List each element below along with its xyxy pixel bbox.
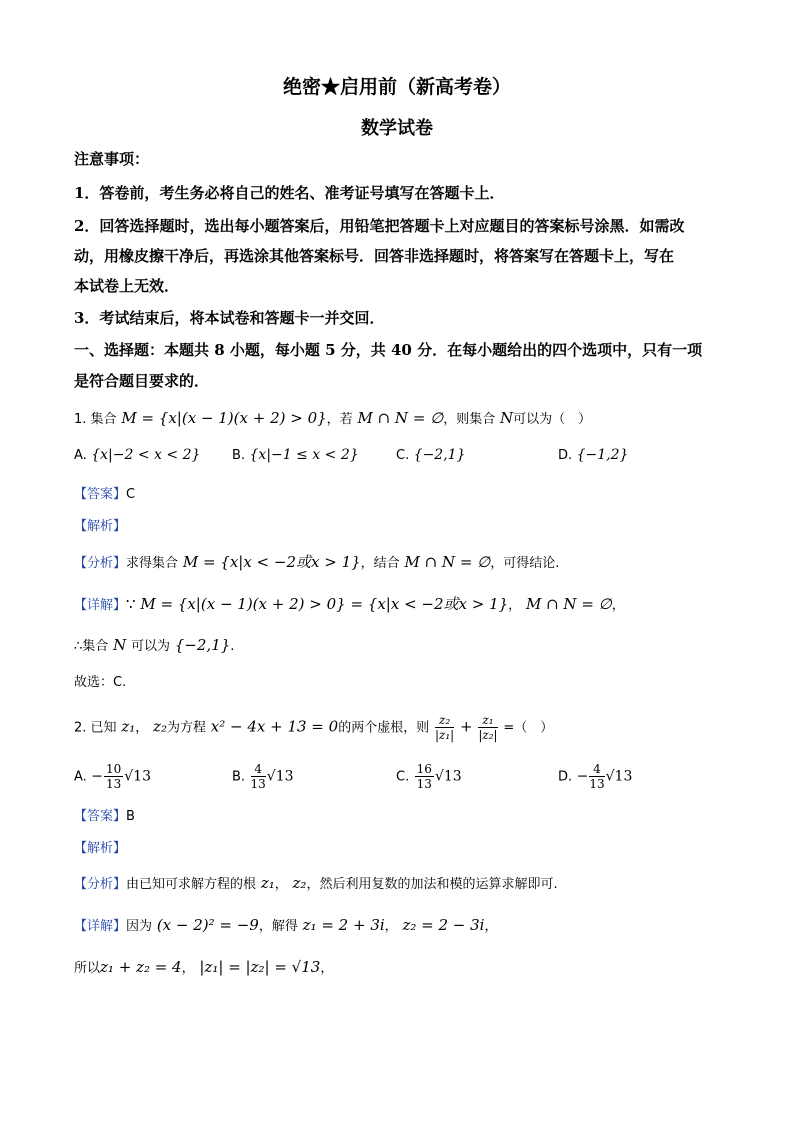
question-1-stem: 1. 集合 M = {x|(x − 1)(x + 2) > 0}，若 M ∩ N = ∅，则集合 N可以为（ ） bbox=[74, 409, 592, 427]
q1-analysis: 【分析】求得集合 M = {x|x < −2或x > 1}，结合 M ∩ N = ∅，可得结论. bbox=[74, 553, 560, 571]
q1-jiexi-label: 【解析】 bbox=[74, 519, 127, 534]
q2-option-b[interactable]: B. $\frac{4}{13}$ √13 bbox=[232, 762, 294, 791]
notice-item-2-line3: 本试卷上无效． bbox=[74, 277, 180, 295]
q1-final-choice: 故选：C. bbox=[74, 675, 127, 690]
fraction-z1-over-mod-z2: $\frac{\text{z₁}}{\text{|z₂|}}$ bbox=[478, 713, 498, 742]
q2-answer: 【答案】B bbox=[74, 809, 135, 824]
q2-answer-value: B bbox=[126, 809, 135, 824]
section-heading-line1: 一、选择题：本题共 8 小题，每小题 5 分，共 40 分．在每小题给出的四个选项中，只有一项 bbox=[74, 341, 703, 359]
q1-answer: 【答案】C bbox=[74, 487, 136, 502]
q1-option-b[interactable]: B. {x|−1 ≤ x < 2} bbox=[232, 447, 359, 463]
q2-analysis: 【分析】由已知可求解方程的根 z₁， z₂，然后利用复数的加法和模的运算求解即可. bbox=[74, 874, 558, 892]
q2-option-c[interactable]: C. $\frac{16}{13}$ √13 bbox=[396, 762, 462, 791]
notice-item-2-line1: 2．回答选择题时，选出每小题答案后，用铅笔把答题卡上对应题目的答案标号涂黑．如需改 bbox=[74, 217, 685, 235]
q2-jiexi-label: 【解析】 bbox=[74, 841, 127, 856]
notice-heading: 注意事项： bbox=[74, 150, 150, 168]
q2-option-a[interactable]: A. − $\frac{10}{13}$ √13 bbox=[74, 762, 152, 791]
section-heading-line2: 是符合题目要求的． bbox=[74, 372, 210, 390]
q1-option-d[interactable]: D. {−1,2} bbox=[558, 447, 629, 463]
fraction-z2-over-mod-z1: $\frac{\text{z₂}}{\text{|z₁|}}$ bbox=[434, 713, 455, 742]
exam-subtitle: 数学试卷 bbox=[361, 118, 433, 139]
exam-title: 绝密★启用前（新高考卷） bbox=[282, 76, 511, 98]
q2-sum-and-modulus: 所以z₁ + z₂ = 4， |z₁| = |z₂| = √13， bbox=[74, 958, 334, 976]
notice-item-2-line2: 动，用橡皮擦干净后，再选涂其他答案标号．回答非选择题时，将答案写在答题卡上，写在 bbox=[74, 247, 675, 265]
q2-option-d[interactable]: D. − $\frac{4}{13}$ √13 bbox=[558, 762, 633, 791]
notice-item-1: 1．答卷前，考生务必将自己的姓名、准考证号填写在答题卡上． bbox=[74, 184, 505, 202]
notice-item-3: 3．考试结束后，将本试卷和答题卡一并交回． bbox=[74, 309, 385, 327]
q1-option-a[interactable]: A. {x|−2 < x < 2} bbox=[74, 447, 201, 463]
q1-conclusion: ∴集合 N 可以为 {−2,1}. bbox=[74, 636, 235, 654]
question-2-stem: 2. 已知 z₁， z₂为方程 x² − 4x + 13 = 0的两个虚根，则 $\frac{\text{z₂}}{\text{|z₁|}}$ + $\frac{\text{z₁}}{\text{|z₂|}}$ =（ ） bbox=[74, 713, 554, 742]
set-m: M = {x|(x − 1)(x + 2) > 0} bbox=[121, 409, 327, 427]
q1-detail: 【详解】∵ M = {x|(x − 1)(x + 2) > 0} = {x|x < −2或x > 1}， M ∩ N = ∅， bbox=[74, 595, 625, 613]
q1-option-c[interactable]: C. {−2,1} bbox=[396, 447, 466, 463]
q2-detail: 【详解】因为 (x − 2)² = −9，解得 z₁ = 2 + 3i， z₂ = 2 − 3i， bbox=[74, 916, 498, 934]
q1-answer-value: C bbox=[126, 487, 136, 502]
